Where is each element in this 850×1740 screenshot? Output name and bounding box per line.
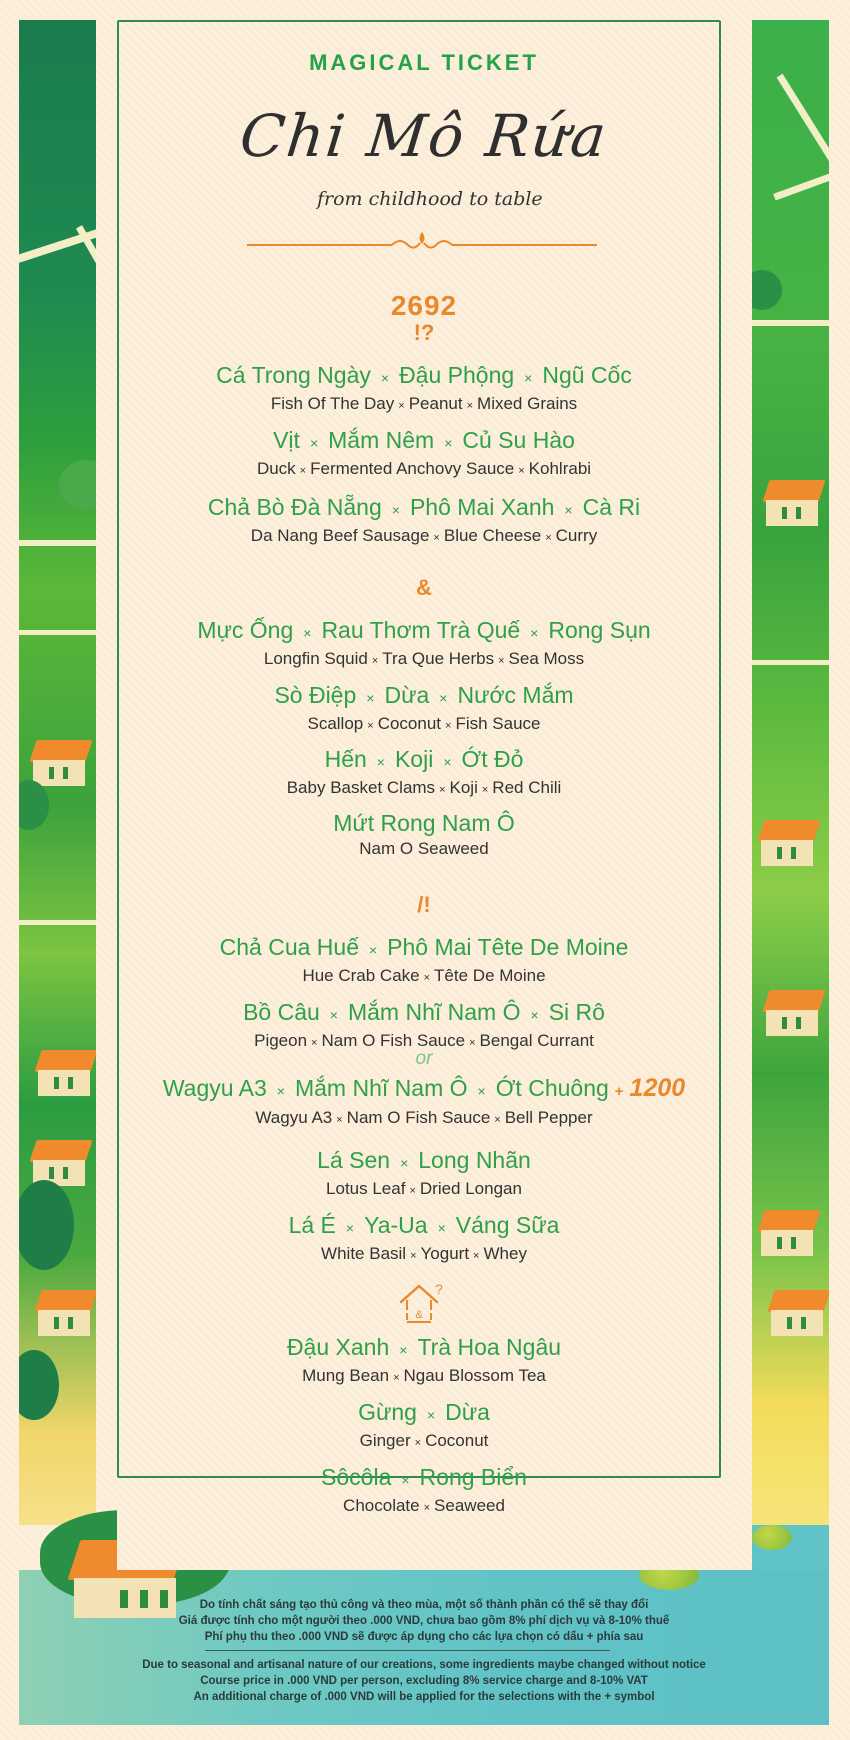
dish-vn: Đậu Xanh × Trà Hoa Ngâu bbox=[286, 1334, 562, 1360]
bush-decoration bbox=[752, 270, 782, 310]
dish-en: Pigeon × Nam O Fish Sauce × Bengal Currant bbox=[254, 1031, 594, 1050]
house-decoration bbox=[757, 1210, 817, 1256]
bush-decoration bbox=[59, 460, 96, 510]
dish-vn: Vịt × Mắm Nêm × Củ Su Hào bbox=[273, 427, 575, 453]
dish-en: Chocolate × Seaweed bbox=[343, 1496, 505, 1515]
dish-item bbox=[97, 1210, 751, 1267]
dish-item bbox=[97, 1397, 751, 1454]
road-decoration bbox=[773, 167, 829, 201]
note-line: Phí phụ thu theo .000 VND sẽ được áp dụng cho các lựa chọn có dấu + phía sau bbox=[204, 1631, 644, 1643]
dish-item bbox=[97, 808, 751, 860]
road-decoration bbox=[76, 225, 96, 402]
dish-vn: Lá Sen × Long Nhãn bbox=[317, 1147, 531, 1173]
footer-divider bbox=[205, 1650, 610, 1651]
right-countryside-illustration bbox=[752, 20, 829, 1525]
road-decoration bbox=[19, 920, 96, 925]
or-label: or bbox=[415, 1048, 433, 1069]
footer-notes-vn bbox=[19, 1597, 829, 1645]
dish-en: Da Nang Beef Sausage × Blue Cheese × Curry bbox=[250, 526, 598, 545]
sea-illustration bbox=[752, 1525, 829, 1570]
dish-vn: Chả Bò Đà Nẵng × Phô Mai Xanh × Cà Ri bbox=[207, 494, 641, 520]
dish-en: Baby Basket Clams × Koji × Red Chili bbox=[286, 778, 562, 797]
dish-vn: Hến × Koji × Ớt Đỏ bbox=[324, 746, 524, 772]
dish-en: Scallop × Coconut × Fish Sauce bbox=[307, 714, 541, 733]
house-decoration bbox=[767, 1290, 827, 1336]
dish-en: Fish Of The Day × Peanut × Mixed Grains bbox=[270, 394, 578, 413]
road-decoration bbox=[19, 540, 96, 546]
course-price: 2692 bbox=[390, 290, 458, 321]
dish-vn: Sò Điệp × Dừa × Nước Mắm bbox=[274, 682, 574, 708]
section-mark-2: & bbox=[416, 575, 432, 600]
magical-ticket-title: MAGICAL TICKET bbox=[309, 50, 539, 75]
dish-item bbox=[97, 1462, 751, 1519]
house-decoration bbox=[29, 740, 89, 786]
note-line: An additional charge of .000 VND will be applied for the selections with the + symbol bbox=[193, 1691, 655, 1703]
house-decoration bbox=[762, 480, 822, 526]
dish-en: Ginger × Coconut bbox=[359, 1431, 489, 1450]
dish-vn: Wagyu A3 × Mắm Nhĩ Nam Ô × Ớt Chuông + 1200 bbox=[162, 1074, 686, 1102]
left-countryside-illustration bbox=[19, 20, 96, 1525]
dish-item bbox=[97, 492, 751, 549]
dish-item bbox=[97, 680, 751, 737]
dish-en: Nam O Seaweed bbox=[359, 839, 489, 858]
road-decoration bbox=[752, 320, 829, 326]
house-decoration bbox=[29, 1140, 89, 1186]
note-line: Giá được tính cho một người theo .000 VND, chưa bao gồm 8% phí dịch vụ và 8-10% thuế bbox=[178, 1615, 670, 1627]
dish-vn: Chả Cua Huế × Phô Mai Tête De Moine bbox=[219, 934, 629, 960]
dish-vn: Gừng × Dừa bbox=[358, 1399, 490, 1425]
dish-item bbox=[97, 932, 751, 989]
dish-item bbox=[97, 744, 751, 801]
menu-card bbox=[117, 20, 731, 1570]
dish-en: Wagyu A3 × Nam O Fish Sauce × Bell Pepper bbox=[255, 1108, 593, 1127]
house-decoration bbox=[762, 990, 822, 1036]
dish-vn: Sôcôla × Rong Biển bbox=[321, 1464, 527, 1490]
dish-vn: Lá É × Ya-Ua × Váng Sữa bbox=[288, 1212, 560, 1238]
section-mark-1: !? bbox=[413, 320, 435, 345]
dish-item bbox=[97, 997, 751, 1054]
tagline: from childhood to table bbox=[317, 188, 543, 210]
section-mark-3: /! bbox=[417, 892, 431, 917]
dish-en: Mung Bean × Ngau Blossom Tea bbox=[302, 1366, 546, 1385]
footer-notes-en bbox=[19, 1657, 829, 1705]
rock-decoration bbox=[752, 1525, 792, 1550]
dish-vn: Cá Trong Ngày × Đậu Phộng × Ngũ Cốc bbox=[216, 362, 632, 388]
dish-item bbox=[97, 360, 751, 417]
dish-en: Hue Crab Cake × Tête De Moine bbox=[302, 966, 546, 985]
dish-en: Longfin Squid × Tra Que Herbs × Sea Moss bbox=[263, 649, 585, 668]
house-decoration bbox=[34, 1050, 94, 1096]
dish-item bbox=[97, 1332, 751, 1389]
surcharge-badge: + 1200 bbox=[614, 1074, 686, 1102]
note-line: Due to seasonal and artisanal nature of our creations, some ingredients maybe changed without notice bbox=[142, 1659, 706, 1671]
bush-decoration bbox=[19, 780, 49, 830]
flourish-divider-icon bbox=[247, 230, 597, 254]
dish-en: Lotus Leaf × Dried Longan bbox=[326, 1179, 522, 1198]
dish-en: Duck × Fermented Anchovy Sauce × Kohlrabi bbox=[256, 459, 592, 478]
dish-vn: Bồ Câu × Mắm Nhĩ Nam Ô × Si Rô bbox=[243, 999, 605, 1025]
house-decoration bbox=[34, 1290, 94, 1336]
bush-decoration bbox=[19, 1350, 59, 1420]
bush-decoration bbox=[19, 1180, 74, 1270]
svg-text:&: & bbox=[415, 1309, 423, 1321]
road-decoration bbox=[19, 630, 96, 635]
note-line: Do tính chất sáng tạo thủ công và theo mùa, một số thành phần có thể sẽ thay đổi bbox=[199, 1599, 649, 1611]
dish-vn: Mực Ống × Rau Thơm Trà Quế × Rong Sụn bbox=[197, 617, 651, 643]
dish-item-wagyu bbox=[97, 1073, 751, 1131]
dish-vn: Mứt Rong Nam Ô bbox=[333, 810, 515, 836]
restaurant-name: Chi Mô Rứa bbox=[236, 102, 612, 170]
dish-item bbox=[97, 425, 751, 482]
house-question-icon bbox=[397, 1280, 447, 1326]
svg-text:?: ? bbox=[435, 1281, 443, 1297]
house-decoration bbox=[757, 820, 817, 866]
note-line: Course price in .000 VND per person, excluding 8% service charge and 8-10% VAT bbox=[200, 1675, 648, 1687]
dish-item bbox=[97, 1145, 751, 1202]
dish-en: White Basil × Yogurt × Whey bbox=[321, 1244, 527, 1263]
dish-item bbox=[97, 615, 751, 672]
road-decoration bbox=[752, 660, 829, 665]
